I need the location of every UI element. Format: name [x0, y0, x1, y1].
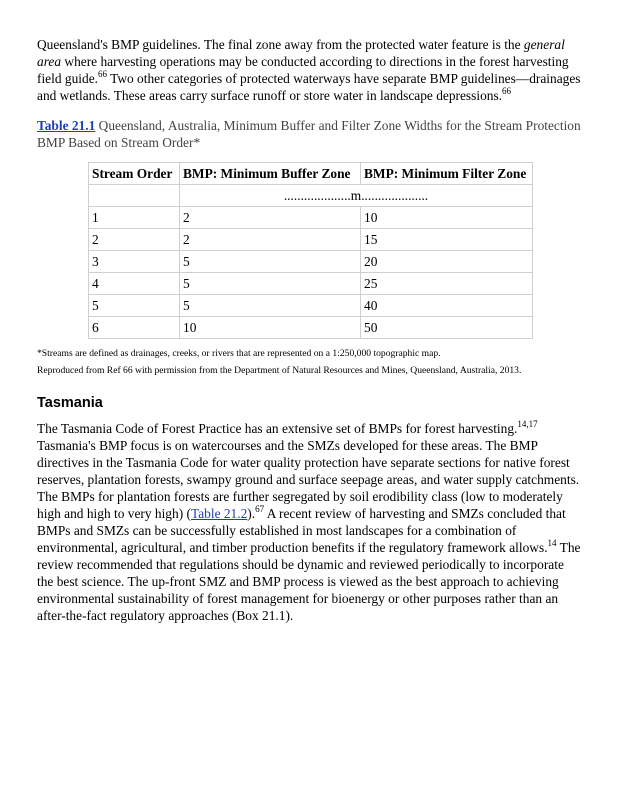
table-cell	[89, 185, 180, 207]
header-filter-zone: BMP: Minimum Filter Zone	[361, 163, 533, 185]
section-text-3: ).	[247, 506, 256, 521]
stream-buffer-table	[88, 162, 533, 339]
table-footnote: *Streams are defined as drainages, creeks, or rivers that are represented on a 1:250,000 topographic map.	[37, 348, 441, 359]
header-stream-order: Stream Order	[89, 163, 180, 185]
table-unit-row	[89, 185, 533, 207]
citation-ref: 14	[547, 537, 557, 548]
citation-ref: 66	[97, 68, 107, 79]
table-row	[89, 295, 533, 317]
table-cell: 2	[180, 207, 361, 229]
section-text-1: The Tasmania Code of Forest Practice has an extensive set of BMPs for forest harvesting.	[37, 421, 518, 436]
header-buffer-zone: BMP: Minimum Buffer Zone	[180, 163, 361, 185]
table-cell: 1	[89, 207, 180, 229]
table-cell: 15	[361, 229, 533, 251]
table-cell: 25	[361, 273, 533, 295]
intro-text-2: where harvesting operations may be conducted according to directions in the forest harvesting field guide.	[37, 54, 569, 86]
table-caption	[37, 117, 581, 151]
table-label-link[interactable]: Table 21.1	[37, 118, 96, 133]
table-row	[89, 317, 533, 339]
table-source-note: Reproduced from Ref 66 with permission from the Department of Natural Resources and Mines, Queensland, Australia, 2013.	[37, 365, 522, 376]
table-cell: 2	[89, 229, 180, 251]
table-cell: 10	[361, 207, 533, 229]
citation-ref: 66	[502, 85, 512, 96]
table-cell: 5	[180, 273, 361, 295]
table-cell: 50	[361, 317, 533, 339]
section-heading: Tasmania	[37, 395, 103, 411]
intro-paragraph	[37, 36, 581, 104]
section-text-2: Tasmania's BMP focus is on watercourses and the SMZs developed for these areas. The BMP directives in the Tasmania Code for water quality protection have separate sections for native forest reserves, plantation forests, swampy ground and surface seepage areas, and water supply catchments. The BMPs for plantation forests are further segregated by soil erodibility class (low to moderately high and high to very high) (	[37, 438, 580, 521]
table-cell: 10	[180, 317, 361, 339]
table-cell: 3	[89, 251, 180, 273]
section-text-4: A recent review of harvesting and SMZs concluded that BMPs and SMZs can be successfully established in most landscapes for a combination of environmental, agricultural, and timber production benefits if the regulatory framework allows.	[37, 506, 566, 555]
intro-text-1: Queensland's BMP guidelines. The final zone away from the protected water feature is the	[37, 37, 524, 52]
citation-ref: 67	[255, 503, 265, 514]
table-cell: 20	[361, 251, 533, 273]
section-paragraph	[37, 420, 581, 624]
citation-ref: 14,17	[517, 418, 538, 429]
table-row	[89, 229, 533, 251]
table-cell: 5	[180, 251, 361, 273]
section-text-5: The review recommended that regulations should be dynamic and reviewed periodically to incorporate the best science. The up-front SMZ and BMP process is viewed as the best approach to achieving environmental sustainability of forest management for bioenergy or other purposes rather than an after-the-fact regulatory approaches (Box 21.1).	[37, 540, 581, 623]
table-21-2-link[interactable]: Table 21.2	[190, 506, 248, 521]
table-cell: 5	[180, 295, 361, 317]
table-cell: 5	[89, 295, 180, 317]
intro-text-3: Two other categories of protected waterways have separate BMP guidelines—drainages and wetlands. These areas carry surface runoff or store water in landscape depressions.	[37, 71, 581, 103]
table-cell: 6	[89, 317, 180, 339]
table-row	[89, 251, 533, 273]
unit-label: ....................m....................	[180, 185, 533, 207]
table-cell: 2	[180, 229, 361, 251]
intro-emphasis: general area	[37, 37, 565, 69]
table-header-row	[89, 163, 533, 185]
table-row	[89, 273, 533, 295]
table-row	[89, 207, 533, 229]
table-cell: 4	[89, 273, 180, 295]
table-caption-text: Queensland, Australia, Minimum Buffer and Filter Zone Widths for the Stream Protection BMP Based on Stream Order*	[37, 118, 581, 150]
table-cell: 40	[361, 295, 533, 317]
